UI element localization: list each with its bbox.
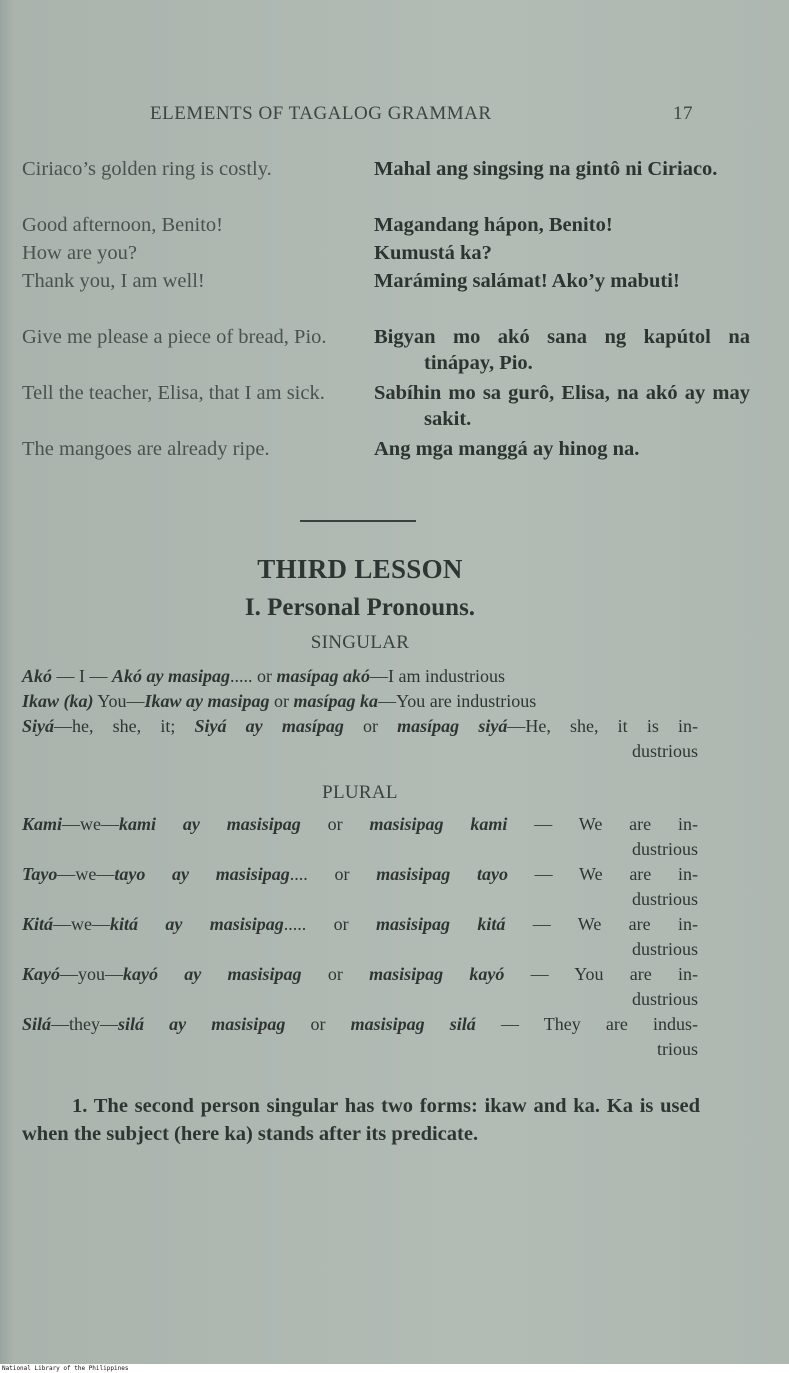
meaning-continuation: trious <box>656 1039 698 1059</box>
meaning: —I am industrious <box>370 666 506 686</box>
singular-heading: SINGULAR <box>310 632 410 653</box>
or-word: or <box>334 864 377 884</box>
form-a: kami ay masisipag <box>119 814 301 834</box>
form-a: Akó ay masipag <box>112 666 231 686</box>
gloss: — I — <box>52 666 113 686</box>
page-number: 17 <box>673 103 693 124</box>
english-phrase: How are you? <box>22 242 137 264</box>
form-b: masípag siyá <box>397 716 508 736</box>
form-b: masípag akó <box>276 666 371 686</box>
meaning-continuation: dustrious <box>631 989 698 1009</box>
tagalog-phrase: Sabíhin mo sa gurô, Elisa, na akó ay may sakit. <box>374 382 750 430</box>
pronoun: Akó <box>22 666 53 686</box>
meaning-continuation: dustrious <box>631 839 698 859</box>
pronoun-entry <box>22 714 698 764</box>
meaning-continuation: dustrious <box>631 889 698 909</box>
meaning: — We are in- <box>505 914 699 934</box>
english-phrase: Tell the teacher, Elisa, that I am sick. <box>22 382 325 404</box>
section-divider <box>300 520 416 522</box>
tagalog-phrase: Kumustá ka? <box>374 242 492 264</box>
lesson-title: THIRD LESSON <box>257 554 463 584</box>
leader-dots: ..... <box>230 666 258 686</box>
tagalog-phrase: Maráming salámat! Ako’y mabuti! <box>374 270 680 292</box>
gloss: —they— <box>51 1014 119 1034</box>
plural-heading: PLURAL <box>322 782 398 803</box>
leader-dots <box>302 964 328 984</box>
english-phrase: Give me please a piece of bread, Pio. <box>22 326 327 348</box>
leader-dots <box>301 814 328 834</box>
pronoun: Tayo <box>22 864 58 884</box>
pronoun: Ikaw (ka) <box>22 691 94 711</box>
plural-list <box>22 812 698 1062</box>
pronoun-entry <box>22 912 698 962</box>
form-b: masisipag silá <box>350 1014 476 1034</box>
form-a: tayo ay masisipag <box>114 864 290 884</box>
or-word: or <box>257 666 277 686</box>
gloss: —we— <box>62 814 120 834</box>
or-word: or <box>327 964 370 984</box>
note-text: 1. The second person singular has two forms: ikaw and ka. Ka is used when the subject (here ka) stands after its predicate. <box>22 1095 700 1145</box>
or-word: or <box>274 691 294 711</box>
form-b: masisipag kitá <box>375 914 506 934</box>
form-a: kitá ay masisipag <box>110 914 284 934</box>
form-a: silá ay masisipag <box>118 1014 286 1034</box>
or-word: or <box>333 914 376 934</box>
english-phrase: Thank you, I am well! <box>22 270 205 292</box>
form-b: masisipag tayo <box>376 864 508 884</box>
or-word: or <box>363 716 398 736</box>
grammar-note <box>22 1092 700 1148</box>
pronoun-entry <box>22 862 698 912</box>
form-a: Siyá ay masípag <box>194 716 344 736</box>
english-phrase: Good afternoon, Benito! <box>22 214 223 236</box>
pronoun: Kayó <box>22 964 60 984</box>
english-phrase: The mangoes are already ripe. <box>22 438 270 460</box>
leader-dots: ..... <box>283 914 334 934</box>
tagalog-phrase: Bigyan mo akó sana ng kapútol na tinápay, Pio. <box>374 326 750 374</box>
meaning-continuation: dustrious <box>631 939 698 959</box>
meaning-continuation: dustrious <box>631 741 698 761</box>
meaning: —You are industrious <box>378 691 537 711</box>
or-word: or <box>310 1014 351 1034</box>
pronoun: Kitá <box>22 914 54 934</box>
running-title: ELEMENTS OF TAGALOG GRAMMAR <box>150 103 492 124</box>
meaning: — You are in- <box>504 964 698 984</box>
pronoun-entry <box>22 664 698 689</box>
leader-dots: .... <box>289 864 335 884</box>
meaning: — We are in- <box>507 864 699 884</box>
gloss: —we— <box>53 914 111 934</box>
pronoun-entry <box>22 1012 698 1062</box>
english-phrase: Ciriaco’s golden ring is costly. <box>22 158 272 180</box>
singular-list <box>22 664 698 764</box>
pronoun-entry <box>22 962 698 1012</box>
tagalog-phrase: Mahal ang singsing na gintô ni Ciriaco. <box>374 158 718 180</box>
library-credit: National Library of the Philippines <box>2 1365 129 1372</box>
gloss: —he, she, it; <box>54 716 195 736</box>
or-word: or <box>327 814 370 834</box>
gloss: —we— <box>57 864 115 884</box>
meaning: — We are in- <box>507 814 699 834</box>
form-b: masípag ka <box>293 691 379 711</box>
form-b: masisipag kayó <box>369 964 505 984</box>
form-a: Ikaw ay masipag <box>144 691 270 711</box>
meaning: —He, she, it is in- <box>507 716 698 736</box>
meaning: — They are indus- <box>475 1014 699 1034</box>
form-b: masisipag kami <box>369 814 508 834</box>
pronoun: Silá <box>22 1014 52 1034</box>
tagalog-phrase: Ang mga manggá ay hinog na. <box>374 438 640 460</box>
running-header <box>0 103 789 129</box>
form-a: kayó ay masisipag <box>123 964 302 984</box>
pronoun-entry <box>22 689 698 714</box>
pronoun-entry <box>22 812 698 862</box>
leader-dots <box>344 716 363 736</box>
gloss: You— <box>93 691 145 711</box>
tagalog-phrase: Magandang hápon, Benito! <box>374 214 613 236</box>
leader-dots <box>285 1014 310 1034</box>
section-title: I. Personal Pronouns. <box>244 594 476 621</box>
gloss: —you— <box>60 964 123 984</box>
pronoun: Kami <box>22 814 63 834</box>
pronoun: Siyá <box>22 716 55 736</box>
